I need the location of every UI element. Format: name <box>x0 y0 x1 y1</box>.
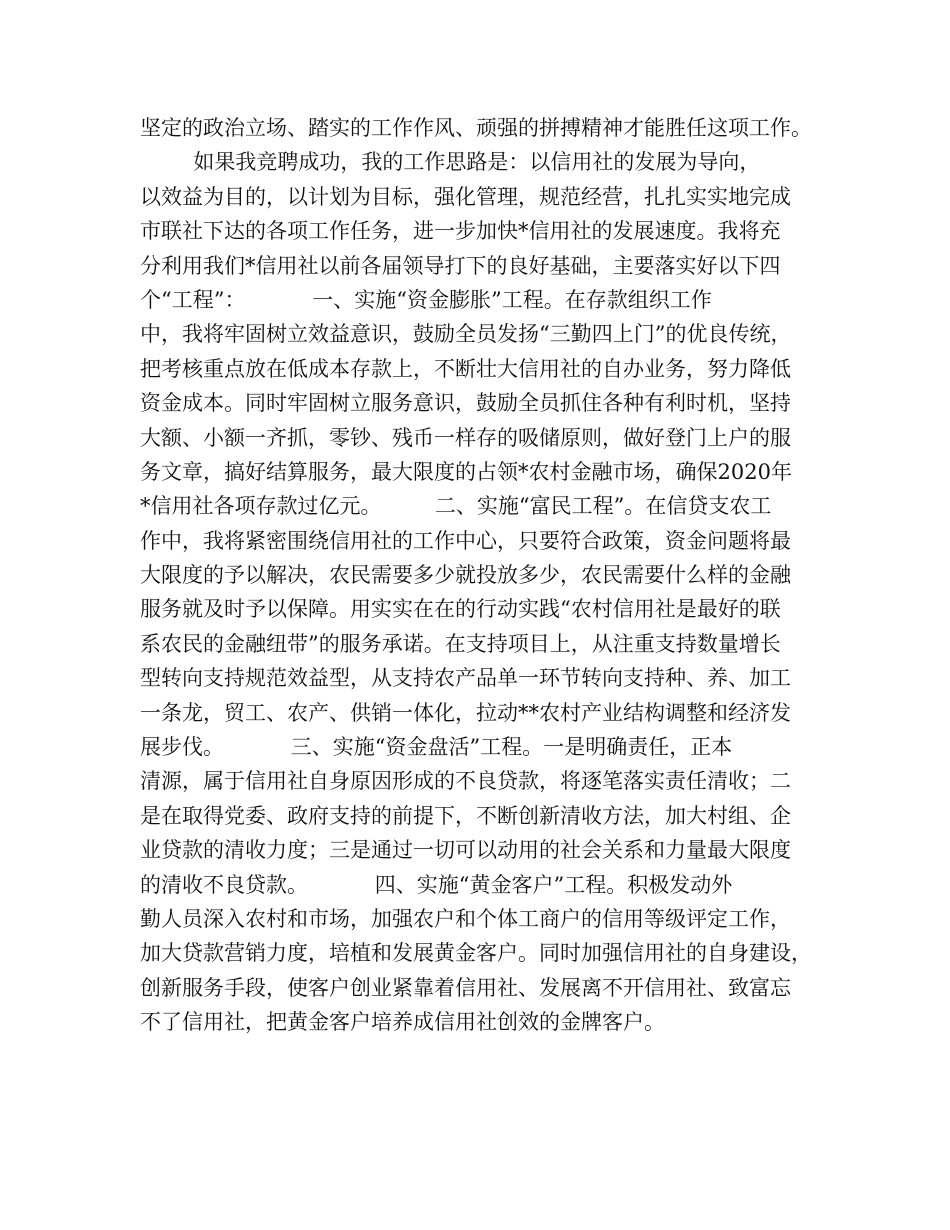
text-line: 市联社下达的各项工作任务，进一步加快*信用社的发展速度。我将充 <box>140 219 781 244</box>
text-line: 型转向支持规范效益型，从支持农产品单一环节转向支持种、养、加工 <box>140 666 791 691</box>
text-line: 系农民的金融纽带”的服务承诺。在支持项目上，从注重支持数量增长 <box>140 631 781 656</box>
text-line: 服务就及时予以保障。用实实在在的行动实践“农村信用社是最好的联 <box>140 597 781 622</box>
text-line: 如果我竞聘成功，我的工作思路是：以信用社的发展为导向， <box>140 150 761 175</box>
text-line: 坚定的政治立场、踏实的工作作风、顽强的拼搏精神才能胜任这项工作。 <box>140 116 812 140</box>
text-line: 加大贷款营销力度，培植和发展黄金客户。同时加强信用社的自身建设， <box>140 941 812 966</box>
text-line: 务文章，搞好结算服务，最大限度的占领*农村金融市场，确保2020年 <box>140 459 792 484</box>
text-line: 把考核重点放在低成本存款上，不断壮大信用社的自办业务，努力降低 <box>140 356 791 381</box>
text-line: 不了信用社，把黄金客户培养成信用社创效的金牌客户。 <box>140 1010 665 1035</box>
text-line: 个“工程”： 一、实施“资金膨胀”工程。在存款组织工作 <box>140 287 712 312</box>
text-line: 展步伐。 三、实施“资金盘活”工程。一是明确责任，正本 <box>140 735 733 760</box>
text-line: 作中，我将紧密围绕信用社的工作中心，只要符合政策，资金问题将最 <box>140 528 791 553</box>
text-line: 中，我将牢固树立效益意识，鼓励全员发扬“三勤四上门”的优良传统， <box>140 322 792 347</box>
text-line: 资金成本。同时牢固树立服务意识，鼓励全员抓住各种有利时机，坚持 <box>140 391 791 416</box>
text-line: 以效益为目的，以计划为目标，强化管理，规范经营，扎扎实实地完成 <box>140 184 791 209</box>
text-line: 清源，属于信用社自身原因形成的不良贷款，将逐笔落实责任清收；二 <box>140 769 791 794</box>
text-line: 大限度的予以解决，农民需要多少就投放多少，农民需要什么样的金融 <box>140 563 791 588</box>
text-line: 大额、小额一齐抓，零钞、残币一样存的吸储原则，做好登门上户的服 <box>140 425 791 450</box>
text-line: 是在取得党委、政府支持的前提下，不断创新清收方法，加大村组、企 <box>140 803 791 828</box>
body-text <box>140 111 830 1040</box>
text-line: 分利用我们*信用社以前各届领导打下的良好基础，主要落实好以下四 <box>140 253 781 278</box>
text-line: 勤人员深入农村和市场，加强农户和个体工商户的信用等级评定工作， <box>140 906 791 931</box>
text-line: 的清收不良贷款。 四、实施“黄金客户”工程。积极发动外 <box>140 872 733 897</box>
text-line: *信用社各项存款过亿元。 二、实施“富民工程”。在信贷支农工 <box>140 494 772 519</box>
text-line: 创新服务手段，使客户创业紧靠着信用社、发展离不开信用社、致富忘 <box>140 975 791 1000</box>
text-line: 一条龙，贸工、农产、供销一体化，拉动**农村产业结构调整和经济发 <box>140 700 791 725</box>
text-line: 业贷款的清收力度；三是通过一切可以动用的社会关系和力量最大限度 <box>140 838 791 863</box>
